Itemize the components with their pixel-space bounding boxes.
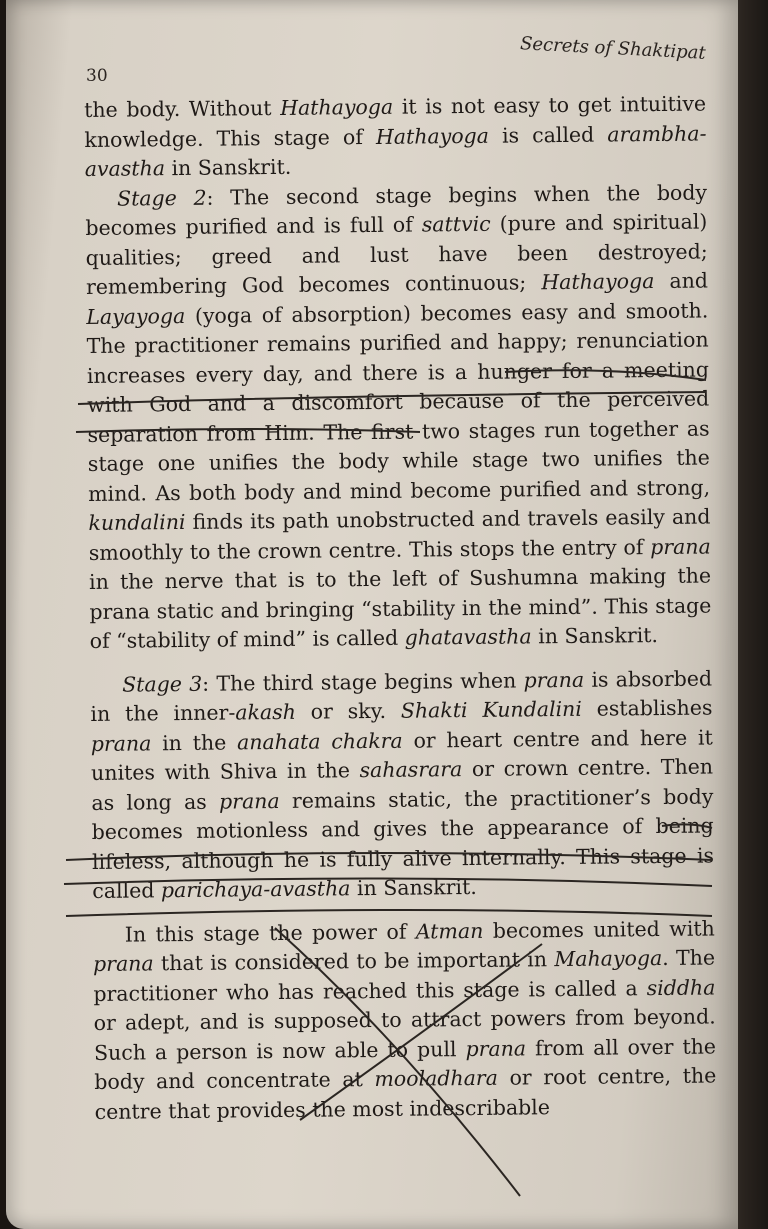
stage-3-label: Stage 3 <box>122 671 203 697</box>
paragraph-stage-1-end: the body. Without Hathayoga it is not easy to get intuitive knowledge. This stage of Hathayoga is called arambha-avastha in Sanskrit. <box>84 91 707 181</box>
paragraph-stage-2: Stage 2: The second stage begins when the body becomes purified and is full of sattvic (pure and spiritual) qualities; greed and lust have been destroyed; remembering God becomes continuous; Hathayoga and Layayoga (yoga of absorption) becomes easy and smooth. The practitioner remains purified and happy; renunciation increases every day, and there is a hunger for a meeting with God and a discomfort because of the perceived separation from Him. The first two stages run together as stage one unifies the body while stage two unifies the mind. As both body and mind become purified and strong, kundalini finds its path unobstructed and travels easily and smoothly to the crown centre. This stops the entry of prana in the nerve that is to the left of Sushumna making the prana static and bringing “stability in the mind”. This stage of “stability of mind” is called ghatavastha in Sanskrit. <box>85 179 712 653</box>
paragraph-siddha: In this stage the power of Atman becomes united with prana that is considered to be important in Mahayoga. The practitioner who has reached this stage is called a siddha or adept, and is supposed to attract powers from beyond. Such a person is now able to pull prana from all over the body and concentrate at mooladhara or root centre, the centre that provides the most indescribable <box>92 915 717 1124</box>
stage-2-label: Stage 2 <box>116 185 207 211</box>
paragraph-stage-3: Stage 3: The third stage begins when prana is absorbed in the inner-akash or sky. Shakti Kundalini establishes prana in the anahata chakra or heart centre and here it unites with Shiva in the sahasrara or crown centre. Then as long as prana remains static, the practitioner’s body becomes motionless and gives the appearance of being lifeless, although he is fully alive internally. This stage is called parichaya-avastha in Sanskrit. <box>90 665 715 903</box>
running-header: Secrets of Shaktipat <box>519 33 707 64</box>
page-body <box>84 89 717 1126</box>
page-number: 30 <box>86 66 108 86</box>
